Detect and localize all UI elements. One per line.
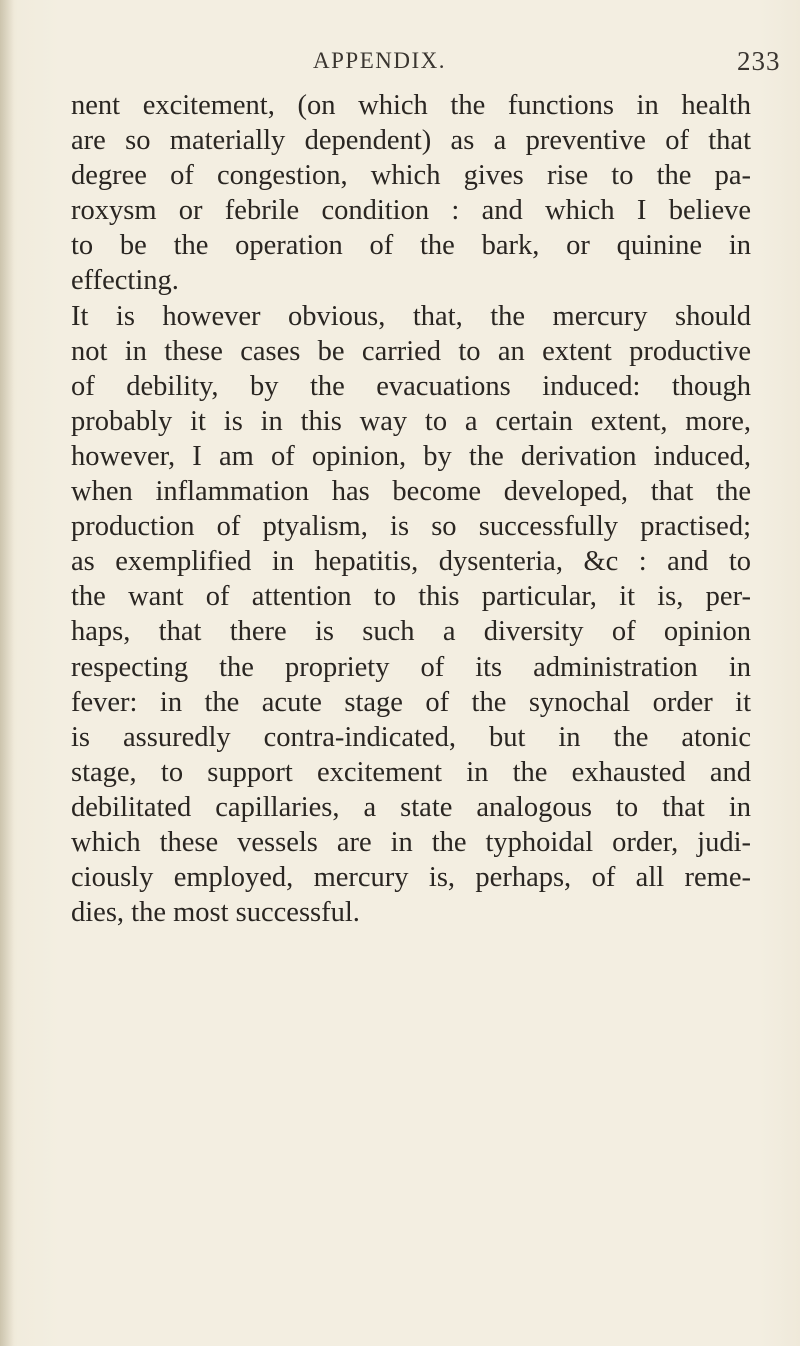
text-line: ciously employed, mercury is, perhaps, of all reme- xyxy=(71,862,751,894)
text-line: when inflammation has become developed, that the xyxy=(71,476,751,508)
text-line: roxysm or febrile condition : and which I believe xyxy=(71,195,751,227)
text-line: effecting. xyxy=(71,265,179,297)
running-head-title: APPENDIX. xyxy=(313,48,446,73)
page-number: 233 xyxy=(737,46,781,76)
text-line: which these vessels are in the typhoidal order, judi- xyxy=(71,826,751,858)
running-head xyxy=(0,48,800,78)
text-line: production of ptyalism, is so successfully practised; xyxy=(71,511,751,543)
text-line: as exemplified in hepatitis, dysenteria, &c : and to xyxy=(71,546,751,578)
text-line: probably it is in this way to a certain extent, more, xyxy=(71,405,751,437)
text-line: however, I am of opinion, by the derivation induced, xyxy=(71,440,751,472)
text-line: debilitated capillaries, a state analogous to that in xyxy=(71,791,751,823)
gutter-shadow xyxy=(0,0,14,1346)
text-line: not in these cases be carried to an extent productive xyxy=(71,335,751,367)
text-line: dies, the most successful. xyxy=(71,897,360,929)
text-line: are so materially dependent) as a preventive of that xyxy=(71,125,751,157)
text-line: haps, that there is such a diversity of opinion xyxy=(71,616,751,648)
body-text xyxy=(71,88,751,930)
text-line: degree of congestion, which gives rise to the pa- xyxy=(71,160,751,192)
text-line: is assuredly contra-indicated, but in the atonic xyxy=(71,721,751,753)
text-line: the want of attention to this particular, it is, per- xyxy=(71,581,751,613)
text-line: It is however obvious, that, the mercury should xyxy=(71,300,751,332)
text-line: stage, to support excitement in the exhausted and xyxy=(71,756,751,788)
text-line: respecting the propriety of its administration in xyxy=(71,651,751,683)
text-line: to be the operation of the bark, or quinine in xyxy=(71,230,751,262)
text-line: nent excitement, (on which the functions in health xyxy=(71,90,751,121)
text-line: fever: in the acute stage of the synochal order it xyxy=(71,686,751,718)
text-line: of debility, by the evacuations induced: though xyxy=(71,370,751,402)
